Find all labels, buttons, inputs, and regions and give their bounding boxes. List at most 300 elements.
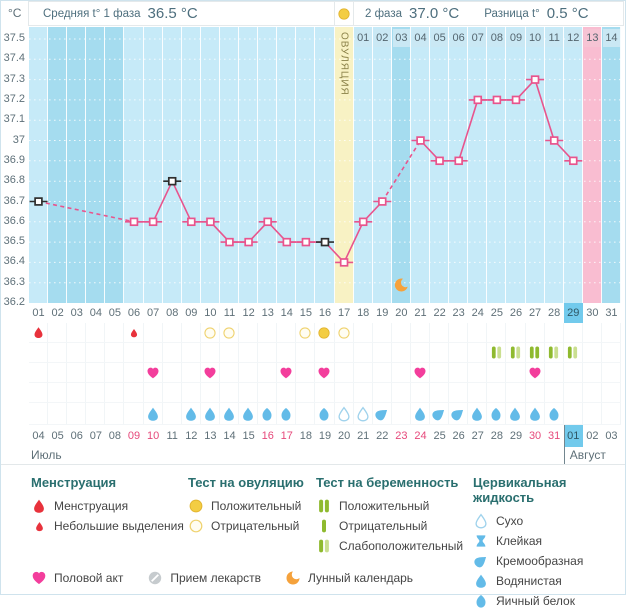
legend-item-label: Сухо <box>496 514 524 528</box>
entry-menstruation-12[interactable] <box>239 323 258 343</box>
temp-point-day-23[interactable] <box>455 157 462 164</box>
entry-cervical-fluid-27[interactable] <box>526 403 545 425</box>
y-tick-36.2: 36.2 <box>3 296 25 308</box>
entry-intercourse-26[interactable] <box>506 363 525 383</box>
entry-menstruation-30[interactable] <box>583 323 602 343</box>
entry-menstruation-26[interactable] <box>506 323 525 343</box>
y-tick-36.7: 36.7 <box>3 194 25 207</box>
date-cell-09[interactable]: 12 <box>185 430 198 442</box>
legend-item-label: Отрицательный <box>211 519 300 533</box>
entry-menstruation-07[interactable] <box>144 323 163 343</box>
entry-menstruation-17[interactable] <box>335 323 354 343</box>
entry-cervical-fluid-13[interactable] <box>258 403 277 425</box>
entry-intercourse-17[interactable] <box>335 363 354 383</box>
temp-point-day-09[interactable] <box>188 218 195 225</box>
entry-medication-13[interactable] <box>258 383 277 403</box>
phase2-day-08: 08 <box>488 29 505 47</box>
row-dates <box>29 425 621 447</box>
entry-medication-24[interactable] <box>468 383 487 403</box>
temp-point-day-01[interactable] <box>35 198 42 205</box>
entry-intercourse-20[interactable] <box>392 363 411 383</box>
preg-weak-icon <box>316 538 332 554</box>
entry-cervical-fluid-30[interactable] <box>583 403 602 425</box>
entry-cervical-fluid-07[interactable] <box>144 403 163 425</box>
entry-menstruation-25[interactable] <box>487 323 506 343</box>
entry-intercourse-14[interactable] <box>277 363 296 383</box>
date-cell-18[interactable]: 21 <box>357 430 370 442</box>
entry-menstruation-31[interactable] <box>602 323 621 343</box>
entry-intercourse-28[interactable] <box>545 363 564 383</box>
entry-medication-03[interactable] <box>67 383 86 403</box>
legend-item <box>316 516 473 536</box>
entry-intercourse-21[interactable] <box>411 363 430 383</box>
entry-pregnancy-test-11[interactable] <box>220 343 239 363</box>
entry-menstruation-11[interactable] <box>220 323 239 343</box>
entry-menstruation-18[interactable] <box>354 323 373 343</box>
temp-point-day-18[interactable] <box>360 218 367 225</box>
phase2-day-07: 07 <box>469 29 486 47</box>
moon-icon <box>285 570 301 586</box>
entry-medication-05[interactable] <box>105 383 124 403</box>
y-tick-36.9: 36.9 <box>3 153 25 166</box>
temp-point-day-15[interactable] <box>303 239 310 246</box>
date-cell-13[interactable]: 16 <box>261 430 274 442</box>
date-cell-20[interactable]: 23 <box>395 430 408 442</box>
entry-cervical-fluid-29[interactable] <box>564 403 583 425</box>
y-tick-37.5: 37.5 <box>3 32 25 44</box>
entry-menstruation-15[interactable] <box>296 323 315 343</box>
entry-cervical-fluid-18[interactable] <box>354 403 373 425</box>
entry-menstruation-19[interactable] <box>373 323 392 343</box>
temp-point-day-07[interactable] <box>150 218 157 225</box>
entry-cervical-fluid-04[interactable] <box>86 403 105 425</box>
entry-cervical-fluid-24[interactable] <box>468 403 487 425</box>
entry-cervical-fluid-09[interactable] <box>182 403 201 425</box>
date-cell-27[interactable]: 30 <box>528 430 542 442</box>
legend-footer <box>31 568 413 588</box>
entry-intercourse-04[interactable] <box>86 363 105 383</box>
temp-point-day-13[interactable] <box>264 218 271 225</box>
entry-cervical-fluid-05[interactable] <box>105 403 124 425</box>
entry-medication-21[interactable] <box>411 383 430 403</box>
entry-intercourse-10[interactable] <box>201 363 220 383</box>
entry-medication-19[interactable] <box>373 383 392 403</box>
date-cell-15[interactable]: 18 <box>299 430 313 442</box>
entry-pregnancy-test-27[interactable] <box>526 343 545 363</box>
day-cell-21[interactable]: 21 <box>414 307 427 319</box>
phase2-day-06: 06 <box>450 29 467 47</box>
legend-section-title: Тест на беременность <box>316 475 459 490</box>
legend-section-title: Цервикальная жидкость <box>473 475 567 505</box>
day-cell-05[interactable]: 05 <box>108 307 122 319</box>
entry-cervical-fluid-15[interactable] <box>296 403 315 425</box>
summary-header <box>1 1 625 27</box>
entry-medication-20[interactable] <box>392 383 411 403</box>
date-cell-19[interactable]: 22 <box>376 430 389 442</box>
legend-item-label: Лунный календарь <box>308 571 414 585</box>
y-tick-37.3: 37.3 <box>3 72 25 85</box>
y-tick-36.4: 36.4 <box>3 255 25 268</box>
temp-point-day-21[interactable] <box>417 137 424 144</box>
entry-cervical-fluid-16[interactable] <box>315 403 334 425</box>
entry-medication-14[interactable] <box>277 383 296 403</box>
date-cell-04[interactable]: 07 <box>89 430 102 442</box>
entry-cervical-fluid-10[interactable] <box>201 403 220 425</box>
day-cell-02[interactable]: 02 <box>51 307 64 319</box>
entry-pregnancy-test-26[interactable] <box>506 343 525 363</box>
ovu-neg-icon <box>188 518 204 534</box>
entry-pregnancy-test-01[interactable] <box>29 343 48 363</box>
entry-intercourse-08[interactable] <box>163 363 182 383</box>
entry-cervical-fluid-11[interactable] <box>220 403 239 425</box>
entry-medication-17[interactable] <box>335 383 354 403</box>
moon-icon <box>393 277 409 293</box>
date-cell-12[interactable]: 15 <box>242 430 255 442</box>
entry-pregnancy-test-21[interactable] <box>411 343 430 363</box>
entry-cervical-fluid-02[interactable] <box>48 403 67 425</box>
temp-point-day-29[interactable] <box>570 157 577 164</box>
entry-intercourse-25[interactable] <box>487 363 506 383</box>
day-cell-28[interactable]: 28 <box>548 307 561 319</box>
phase2-value: 37.0 °C <box>409 5 460 22</box>
temp-point-day-24[interactable] <box>474 97 481 104</box>
entry-medication-01[interactable] <box>29 383 48 403</box>
entry-menstruation-29[interactable] <box>564 323 583 343</box>
entry-pregnancy-test-24[interactable] <box>468 343 487 363</box>
day-cell-30[interactable]: 30 <box>586 307 599 319</box>
legend-item-label: Кремообразная <box>496 554 584 568</box>
day-cell-26[interactable]: 26 <box>509 307 523 319</box>
row-meds <box>29 383 621 403</box>
date-cell-14[interactable]: 17 <box>280 430 293 442</box>
entry-pregnancy-test-14[interactable] <box>277 343 296 363</box>
date-cell-31[interactable]: 03 <box>605 430 618 442</box>
day-cell-20[interactable]: 20 <box>395 307 408 319</box>
entry-cervical-fluid-23[interactable] <box>449 403 468 425</box>
day-cell-19[interactable]: 19 <box>376 307 389 319</box>
legend-item <box>316 496 473 516</box>
date-cell-30[interactable]: 02 <box>586 430 599 442</box>
entry-pregnancy-test-31[interactable] <box>602 343 621 363</box>
temp-point-day-28[interactable] <box>551 137 558 144</box>
entry-intercourse-01[interactable] <box>29 363 48 383</box>
day-cell-22[interactable]: 22 <box>433 307 446 319</box>
date-cell-07[interactable]: 10 <box>147 430 160 442</box>
entry-medication-27[interactable] <box>526 383 545 403</box>
day-cell-06[interactable]: 06 <box>127 307 141 319</box>
entry-medication-12[interactable] <box>239 383 258 403</box>
y-tick-36.6: 36.6 <box>3 214 25 227</box>
phase2-day-02: 02 <box>374 29 391 47</box>
legend-item-label: Водянистая <box>496 574 562 588</box>
day-cell-25[interactable]: 25 <box>490 307 503 319</box>
entry-pregnancy-test-16[interactable] <box>315 343 334 363</box>
entry-pregnancy-test-08[interactable] <box>163 343 182 363</box>
temp-point-day-11[interactable] <box>226 239 233 246</box>
entry-medication-08[interactable] <box>163 383 182 403</box>
entry-cervical-fluid-19[interactable] <box>373 403 392 425</box>
entry-cervical-fluid-12[interactable] <box>239 403 258 425</box>
entry-menstruation-01[interactable] <box>29 323 48 343</box>
entry-pregnancy-test-02[interactable] <box>48 343 67 363</box>
calendar-rows <box>29 303 621 464</box>
entry-medication-11[interactable] <box>220 383 239 403</box>
day-cell-16[interactable]: 16 <box>318 307 332 319</box>
date-cell-24[interactable]: 27 <box>471 430 484 442</box>
legend <box>1 464 625 608</box>
entry-intercourse-18[interactable] <box>354 363 373 383</box>
entry-medication-18[interactable] <box>354 383 373 403</box>
entry-intercourse-31[interactable] <box>602 363 621 383</box>
phase2-day-13: 13 <box>584 29 601 47</box>
entry-menstruation-14[interactable] <box>277 323 296 343</box>
entry-intercourse-29[interactable] <box>564 363 583 383</box>
date-cell-08[interactable]: 11 <box>166 430 178 442</box>
drop-red-small-icon <box>31 518 47 534</box>
entry-intercourse-15[interactable] <box>296 363 315 383</box>
entry-cervical-fluid-25[interactable] <box>487 403 506 425</box>
day-cell-09[interactable]: 09 <box>185 307 198 319</box>
day-cell-08[interactable]: 08 <box>166 307 179 319</box>
drop-red-icon <box>31 498 47 514</box>
entry-cervical-fluid-21[interactable] <box>411 403 430 425</box>
entry-menstruation-13[interactable] <box>258 323 277 343</box>
date-cell-11[interactable]: 14 <box>223 430 236 442</box>
entry-pregnancy-test-23[interactable] <box>449 343 468 363</box>
temp-point-day-26[interactable] <box>513 97 520 104</box>
entry-pregnancy-test-10[interactable] <box>201 343 220 363</box>
date-cell-25[interactable]: 28 <box>490 430 503 442</box>
date-cell-21[interactable]: 24 <box>414 430 427 442</box>
phase2-day-14: 14 <box>603 29 620 47</box>
day-cell-10[interactable]: 10 <box>204 307 217 319</box>
entry-cervical-fluid-08[interactable] <box>163 403 182 425</box>
entry-cervical-fluid-17[interactable] <box>335 403 354 425</box>
entry-menstruation-04[interactable] <box>86 323 105 343</box>
entry-intercourse-07[interactable] <box>144 363 163 383</box>
date-cell-16[interactable]: 19 <box>318 430 332 442</box>
legend-item <box>31 516 188 536</box>
entry-cervical-fluid-06[interactable] <box>124 403 143 425</box>
entry-pregnancy-test-28[interactable] <box>545 343 564 363</box>
entry-pregnancy-test-15[interactable] <box>296 343 315 363</box>
date-cell-17[interactable]: 20 <box>337 430 351 442</box>
entry-medication-29[interactable] <box>564 383 583 403</box>
entry-cervical-fluid-14[interactable] <box>277 403 296 425</box>
entry-pregnancy-test-07[interactable] <box>144 343 163 363</box>
entry-menstruation-05[interactable] <box>105 323 124 343</box>
entry-medication-15[interactable] <box>296 383 315 403</box>
legend-item <box>473 571 625 591</box>
day-cell-13[interactable]: 13 <box>261 307 274 319</box>
entry-medication-10[interactable] <box>201 383 220 403</box>
entry-medication-26[interactable] <box>506 383 525 403</box>
legend-section <box>31 475 188 611</box>
date-cell-29[interactable]: 01 <box>564 425 583 447</box>
entry-medication-30[interactable] <box>583 383 602 403</box>
day-cell-24[interactable]: 24 <box>471 307 484 319</box>
day-cell-14[interactable]: 14 <box>280 307 293 319</box>
entry-medication-09[interactable] <box>182 383 201 403</box>
entry-intercourse-24[interactable] <box>468 363 487 383</box>
date-cell-03[interactable]: 06 <box>70 430 83 442</box>
preg-pos-icon <box>316 498 332 514</box>
entry-intercourse-22[interactable] <box>430 363 449 383</box>
entry-pregnancy-test-05[interactable] <box>105 343 124 363</box>
cf-watery-icon <box>473 573 489 589</box>
entry-intercourse-19[interactable] <box>373 363 392 383</box>
entry-pregnancy-test-09[interactable] <box>182 343 201 363</box>
entry-menstruation-21[interactable] <box>411 323 430 343</box>
day-cell-29[interactable]: 29 <box>564 303 583 323</box>
day-cell-23[interactable]: 23 <box>452 307 465 319</box>
entry-pregnancy-test-17[interactable] <box>335 343 354 363</box>
row-sex <box>29 363 621 383</box>
entry-intercourse-09[interactable] <box>182 363 201 383</box>
date-cell-05[interactable]: 08 <box>108 430 122 442</box>
legend-item <box>473 551 625 571</box>
entry-intercourse-12[interactable] <box>239 363 258 383</box>
entry-intercourse-03[interactable] <box>67 363 86 383</box>
entry-intercourse-02[interactable] <box>48 363 67 383</box>
date-cell-28[interactable]: 31 <box>548 430 561 442</box>
temp-point-day-10[interactable] <box>207 218 214 225</box>
entry-menstruation-22[interactable] <box>430 323 449 343</box>
entry-menstruation-06[interactable] <box>124 323 143 343</box>
entry-menstruation-24[interactable] <box>468 323 487 343</box>
temp-point-day-12[interactable] <box>245 239 252 246</box>
temp-point-day-06[interactable] <box>131 218 138 225</box>
legend-section <box>473 475 625 611</box>
entry-intercourse-23[interactable] <box>449 363 468 383</box>
phase1-value: 36.5 °C <box>147 5 198 22</box>
date-cell-22[interactable]: 25 <box>433 430 446 442</box>
temp-point-day-14[interactable] <box>283 239 290 246</box>
cf-dry-icon <box>473 513 489 529</box>
entry-medication-25[interactable] <box>487 383 506 403</box>
ovulation-header-cell <box>334 1 354 26</box>
entry-menstruation-02[interactable] <box>48 323 67 343</box>
legend-section <box>316 475 473 611</box>
entry-intercourse-11[interactable] <box>220 363 239 383</box>
day-cell-17[interactable]: 17 <box>337 307 351 319</box>
y-tick-37.4: 37.4 <box>3 52 25 65</box>
entry-cervical-fluid-20[interactable] <box>392 403 411 425</box>
entry-cervical-fluid-31[interactable] <box>602 403 621 425</box>
date-cell-26[interactable]: 29 <box>509 430 523 442</box>
day-cell-01[interactable]: 01 <box>32 307 45 319</box>
entry-medication-22[interactable] <box>430 383 449 403</box>
day-cell-12[interactable]: 12 <box>242 307 255 319</box>
entry-medication-16[interactable] <box>315 383 334 403</box>
entry-intercourse-05[interactable] <box>105 363 124 383</box>
meds-icon <box>147 570 163 586</box>
entry-medication-28[interactable] <box>545 383 564 403</box>
entry-pregnancy-test-03[interactable] <box>67 343 86 363</box>
entry-intercourse-27[interactable] <box>526 363 545 383</box>
day-cell-03[interactable]: 03 <box>70 307 83 319</box>
entry-pregnancy-test-13[interactable] <box>258 343 277 363</box>
entry-intercourse-06[interactable] <box>124 363 143 383</box>
entry-intercourse-13[interactable] <box>258 363 277 383</box>
temp-point-day-27[interactable] <box>532 76 539 83</box>
day-cell-31[interactable]: 31 <box>605 307 618 319</box>
entry-pregnancy-test-04[interactable] <box>86 343 105 363</box>
entry-menstruation-09[interactable] <box>182 323 201 343</box>
entry-pregnancy-test-18[interactable] <box>354 343 373 363</box>
date-cell-01[interactable]: 04 <box>32 430 45 442</box>
day-cell-15[interactable]: 15 <box>299 307 313 319</box>
entry-medication-31[interactable] <box>602 383 621 403</box>
entry-pregnancy-test-19[interactable] <box>373 343 392 363</box>
entry-cervical-fluid-01[interactable] <box>29 403 48 425</box>
day-cell-11[interactable]: 11 <box>223 307 236 319</box>
entry-menstruation-27[interactable] <box>526 323 545 343</box>
entry-menstruation-16[interactable] <box>315 323 334 343</box>
entry-cervical-fluid-03[interactable] <box>67 403 86 425</box>
day-cell-27[interactable]: 27 <box>528 307 542 319</box>
temp-point-day-19[interactable] <box>379 198 386 205</box>
temp-point-day-17[interactable] <box>341 259 348 266</box>
entry-menstruation-03[interactable] <box>67 323 86 343</box>
entry-medication-06[interactable] <box>124 383 143 403</box>
entry-pregnancy-test-25[interactable] <box>487 343 506 363</box>
entry-cervical-fluid-22[interactable] <box>430 403 449 425</box>
temp-point-day-25[interactable] <box>494 97 501 104</box>
entry-pregnancy-test-12[interactable] <box>239 343 258 363</box>
entry-intercourse-30[interactable] <box>583 363 602 383</box>
date-cell-10[interactable]: 13 <box>204 430 217 442</box>
entry-pregnancy-test-20[interactable] <box>392 343 411 363</box>
temp-point-day-22[interactable] <box>436 157 443 164</box>
entry-intercourse-16[interactable] <box>315 363 334 383</box>
day-cell-07[interactable]: 07 <box>147 307 160 319</box>
entry-pregnancy-test-29[interactable] <box>564 343 583 363</box>
row-months <box>29 447 621 464</box>
entry-pregnancy-test-22[interactable] <box>430 343 449 363</box>
legend-item <box>316 536 473 556</box>
y-tick-36.3: 36.3 <box>3 275 25 288</box>
legend-item <box>473 591 625 611</box>
temp-point-day-16[interactable] <box>322 239 329 246</box>
entry-medication-04[interactable] <box>86 383 105 403</box>
temp-point-day-08[interactable] <box>169 178 176 185</box>
date-cell-02[interactable]: 05 <box>51 430 64 442</box>
day-cell-04[interactable]: 04 <box>89 307 102 319</box>
entry-menstruation-23[interactable] <box>449 323 468 343</box>
entry-menstruation-08[interactable] <box>163 323 182 343</box>
entry-menstruation-20[interactable] <box>392 323 411 343</box>
entry-cervical-fluid-26[interactable] <box>506 403 525 425</box>
phase1-label: Средняя t° 1 фаза <box>43 7 141 20</box>
date-cell-06[interactable]: 09 <box>127 430 141 442</box>
entry-menstruation-10[interactable] <box>201 323 220 343</box>
phase2-label: 2 фаза <box>365 7 402 20</box>
legend-item <box>473 531 625 551</box>
phase2-day-03: 03 <box>393 29 410 47</box>
legend-item-label: Небольшие выделения <box>54 519 184 533</box>
entry-pregnancy-test-06[interactable] <box>124 343 143 363</box>
entry-medication-02[interactable] <box>48 383 67 403</box>
day-cell-18[interactable]: 18 <box>357 307 370 319</box>
phase2-day-04: 04 <box>412 29 429 47</box>
entry-pregnancy-test-30[interactable] <box>583 343 602 363</box>
entry-menstruation-28[interactable] <box>545 323 564 343</box>
date-cell-23[interactable]: 26 <box>452 430 465 442</box>
entry-medication-07[interactable] <box>144 383 163 403</box>
entry-cervical-fluid-28[interactable] <box>545 403 564 425</box>
entry-medication-23[interactable] <box>449 383 468 403</box>
